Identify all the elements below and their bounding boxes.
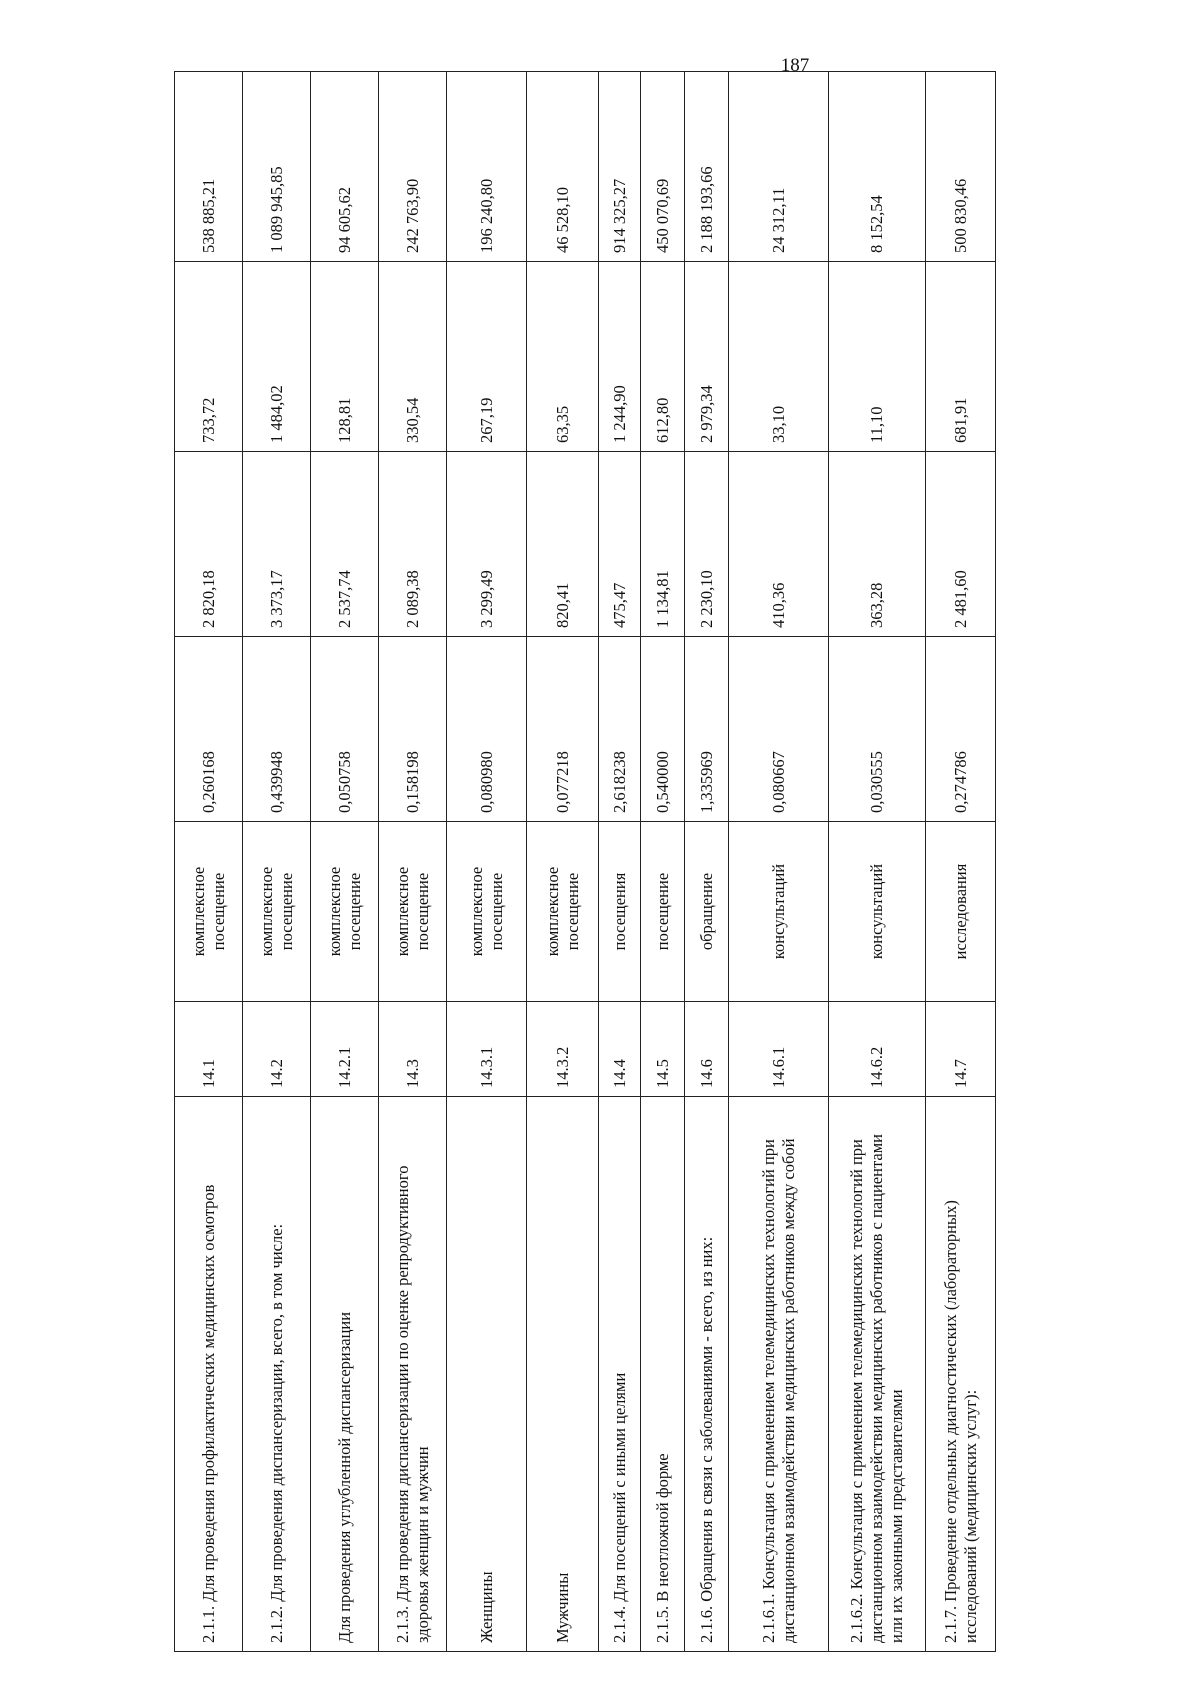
row-name: Женщины [447,1097,527,1652]
row-unit: посещения [599,822,641,1002]
table-row [379,72,447,1652]
row-name: Для проведения углубленной диспансеризации [311,1097,379,1652]
row-total: 914 325,27 [599,72,641,262]
row-volume: 2,618238 [599,637,641,822]
row-unit: комплексное посещение [527,822,599,1002]
table-row [175,72,243,1652]
row-per-capita: 33,10 [729,262,829,452]
row-code: 14.7 [926,1002,996,1097]
row-code: 14.3.1 [447,1002,527,1097]
row-code: 14.3 [379,1002,447,1097]
row-total: 8 152,54 [829,72,926,262]
table-row [527,72,599,1652]
row-cost: 475,47 [599,452,641,637]
data-table [174,71,996,1652]
row-total: 94 605,62 [311,72,379,262]
row-name: 2.1.7. Проведение отдельных диагностических (лабораторных) исследований (медицинских услуг): [926,1097,996,1652]
row-cost: 2 230,10 [685,452,729,637]
row-per-capita: 733,72 [175,262,243,452]
row-per-capita: 11,10 [829,262,926,452]
row-name: Мужчины [527,1097,599,1652]
row-name: 2.1.1. Для проведения профилактических медицинских осмотров [175,1097,243,1652]
row-code: 14.5 [641,1002,685,1097]
row-per-capita: 1 244,90 [599,262,641,452]
row-per-capita: 681,91 [926,262,996,452]
row-code: 14.4 [599,1002,641,1097]
row-code: 14.6.2 [829,1002,926,1097]
row-total: 1 089 945,85 [243,72,311,262]
row-total: 500 830,46 [926,72,996,262]
row-name: 2.1.6.1. Консультация с применением телемедицинских технологий при дистанционном взаимодействии медицинских работников между собой [729,1097,829,1652]
row-cost: 1 134,81 [641,452,685,637]
row-per-capita: 612,80 [641,262,685,452]
row-cost: 3 373,17 [243,452,311,637]
row-code: 14.6.1 [729,1002,829,1097]
row-unit: комплексное посещение [311,822,379,1002]
row-per-capita: 63,35 [527,262,599,452]
row-name: 2.1.2. Для проведения диспансеризации, всего, в том числе: [243,1097,311,1652]
row-per-capita: 330,54 [379,262,447,452]
row-volume: 0,080667 [729,637,829,822]
row-volume: 0,080980 [447,637,527,822]
page-number: 187 [780,55,810,76]
row-unit: обращение [685,822,729,1002]
row-name: 2.1.5. В неотложной форме [641,1097,685,1652]
table-row [926,72,996,1652]
row-code: 14.1 [175,1002,243,1097]
table-row [641,72,685,1652]
row-unit: исследования [926,822,996,1002]
row-per-capita: 128,81 [311,262,379,452]
row-per-capita: 2 979,34 [685,262,729,452]
row-cost: 410,36 [729,452,829,637]
row-total: 24 312,11 [729,72,829,262]
row-per-capita: 1 484,02 [243,262,311,452]
row-cost: 3 299,49 [447,452,527,637]
row-volume: 0,077218 [527,637,599,822]
row-volume: 0,050758 [311,637,379,822]
row-unit: комплексное посещение [379,822,447,1002]
row-total: 196 240,80 [447,72,527,262]
row-volume: 0,158198 [379,637,447,822]
row-volume: 0,260168 [175,637,243,822]
table-row [311,72,379,1652]
row-volume: 0,030555 [829,637,926,822]
row-total: 46 528,10 [527,72,599,262]
row-cost: 2 820,18 [175,452,243,637]
row-cost: 363,28 [829,452,926,637]
table-row [243,72,311,1652]
row-volume: 0,274786 [926,637,996,822]
row-per-capita: 267,19 [447,262,527,452]
row-volume: 1,335969 [685,637,729,822]
row-total: 450 070,69 [641,72,685,262]
row-cost: 2 481,60 [926,452,996,637]
row-unit: комплексное посещение [175,822,243,1002]
row-total: 538 885,21 [175,72,243,262]
row-name: 2.1.3. Для проведения диспансеризации по оценке репродуктивного здоровья женщин и мужчин [379,1097,447,1652]
row-code: 14.2 [243,1002,311,1097]
row-cost: 2 089,38 [379,452,447,637]
table-row [729,72,829,1652]
row-name: 2.1.6. Обращения в связи с заболеваниями - всего, из них: [685,1097,729,1652]
row-code: 14.3.2 [527,1002,599,1097]
table-row [447,72,527,1652]
row-code: 14.2.1 [311,1002,379,1097]
row-volume: 0,540000 [641,637,685,822]
row-unit: комплексное посещение [447,822,527,1002]
row-unit: консультаций [729,822,829,1002]
table-row [599,72,641,1652]
table-row [685,72,729,1652]
row-code: 14.6 [685,1002,729,1097]
table-row [829,72,926,1652]
row-unit: посещение [641,822,685,1002]
row-unit: комплексное посещение [243,822,311,1002]
row-cost: 2 537,74 [311,452,379,637]
row-name: 2.1.4. Для посещений с иными целями [599,1097,641,1652]
row-total: 2 188 193,66 [685,72,729,262]
row-cost: 820,41 [527,452,599,637]
row-name: 2.1.6.2. Консультация с применением телемедицинских технологий при дистанционном взаимодействии медицинских работников с пациентами или их законными представителями [829,1097,926,1652]
row-unit: консультаций [829,822,926,1002]
row-volume: 0,439948 [243,637,311,822]
row-total: 242 763,90 [379,72,447,262]
rotated-page [174,72,1200,1652]
